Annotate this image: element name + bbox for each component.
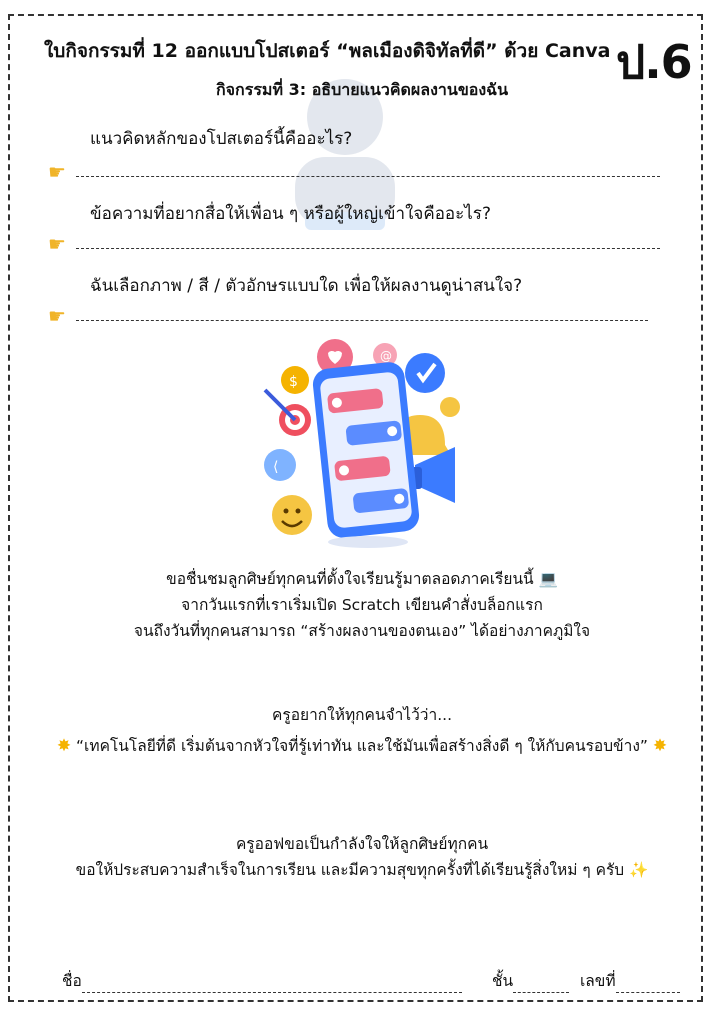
answer-dashed-line — [76, 248, 660, 249]
class-label: ชั้น — [492, 972, 514, 990]
answer-line-3[interactable] — [48, 304, 648, 330]
question-1: แนวคิดหลักของโปสเตอร์นี้คืออะไร? — [90, 129, 353, 149]
answer-dashed-line — [76, 320, 648, 321]
pointing-hand-icon: ☛ — [48, 160, 66, 184]
praise-line-3: จนถึงวันที่ทุกคนสามารถ “สร้างผลงานของตนเอง” ได้อย่างภาคภูมิใจ — [133, 622, 591, 640]
activity-subtitle: กิจกรรมที่ 3: อธิบายแนวคิดผลงานของฉัน — [215, 80, 509, 99]
question-3: ฉันเลือกภาพ / สี / ตัวอักษรแบบใด เพื่อให้ผลงานดูน่าสนใจ? — [90, 276, 523, 296]
student-info-footer — [62, 968, 692, 994]
closing-line-2: ขอให้ประสบความสำเร็จในการเรียน และมีความสุขทุกครั้งที่ได้เรียนรู้สิ่งใหม่ ๆ ครับ — [75, 861, 625, 879]
question-2: ข้อความที่อยากสื่อให้เพื่อน ๆ หรือผู้ใหญ่เข้าใจคืออะไร? — [90, 204, 491, 224]
star-icon: ✸ — [652, 736, 668, 756]
grade-label: ป.6 — [616, 35, 692, 89]
svg-text:$: $ — [289, 374, 298, 390]
svg-text:⟨: ⟨ — [273, 459, 279, 475]
worksheet-title: ใบกิจกรรมที่ 12 ออกแบบโปสเตอร์ “พลเมืองดิจิทัลที่ดี” ด้วย Canva — [44, 40, 611, 62]
laptop-icon: 💻 — [538, 570, 558, 588]
praise-line-2: จากวันแรกที่เราเริ่มเปิด Scratch เขียนคำสั่งบล็อกแรก — [181, 596, 543, 614]
praise-paragraph — [0, 566, 724, 644]
praise-line-1: ขอชื่นชมลูกศิษย์ทุกคนที่ตั้งใจเรียนรู้มาตลอดภาคเรียนนี้ — [166, 570, 534, 588]
remember-quote-row — [0, 733, 724, 758]
name-line — [82, 978, 462, 993]
number-line — [616, 978, 680, 993]
closing-paragraph — [0, 831, 724, 883]
pointing-hand-icon: ☛ — [48, 232, 66, 256]
class-line — [513, 978, 569, 993]
name-field[interactable] — [62, 968, 462, 993]
remember-intro: ครูอยากให้ทุกคนจำไว้ว่า... — [272, 706, 452, 724]
class-field[interactable] — [492, 968, 569, 993]
pointing-hand-icon: ☛ — [48, 304, 66, 328]
number-field[interactable] — [580, 968, 680, 993]
svg-text:@: @ — [380, 349, 392, 363]
answer-line-1[interactable] — [48, 160, 660, 186]
star-icon: ✸ — [56, 736, 72, 756]
closing-line-1: ครูออฟขอเป็นกำลังใจให้ลูกศิษย์ทุกคน — [235, 835, 489, 853]
sparkles-icon: ✨ — [629, 861, 649, 879]
remember-quote: “เทคโนโลยีที่ดี เริ่มต้นจากหัวใจที่รู้เท่าทัน และใช้มันเพื่อสร้างสิ่งดี ๆ ให้กับคนรอบข้าง” — [76, 737, 648, 755]
answer-dashed-line — [76, 176, 660, 177]
name-label: ชื่อ — [62, 972, 82, 990]
answer-line-2[interactable] — [48, 232, 660, 258]
number-label: เลขที่ — [580, 972, 616, 990]
social-media-phone-illustration — [250, 335, 470, 550]
